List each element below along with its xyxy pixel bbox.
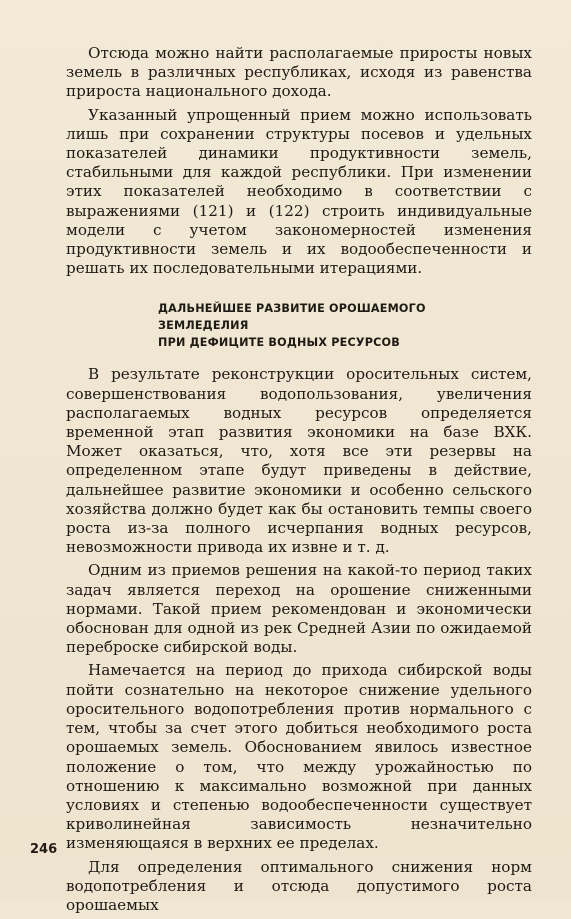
paragraph: Указанный упрощенный прием можно использовать лишь при сохранении структуры посевов и удельных показателей динамики продуктивности земель, стабильными для каждой республики. При изменении этих показателей необходимо в соответствии с выражениями (121) и (122) строить индивидуальные модели с учетом закономерностей изменения продуктивности земель и их водообеспеченности и решать их последовательными итерациями. <box>66 105 532 278</box>
paragraph: Одним из приемов решения на какой-то период таких задач является переход на орошение сниженными нормами. Такой прием рекомендован и экономически обоснован для одной из рек Средней Азии по ожидаемой переброске сибирской воды. <box>66 561 532 657</box>
section-heading-line: ПРИ ДЕФИЦИТЕ ВОДНЫХ РЕСУРСОВ <box>158 336 400 350</box>
text-column <box>66 44 532 919</box>
paragraph: В результате реконструкции оросительных систем, совершенствования водопользования, увеличения располагаемых водных ресурсов определяется временной этап развития экономики на базе ВХК. Может оказаться, что, хотя все эти резервы на определенном этапе будут приведены в действие, дальнейшее развитие экономики и особенно сельского хозяйства должно будет как бы остановить темпы своего роста из-за полного исчерпания водных ресурсов, невозможности привода их извне и т. д. <box>66 365 532 557</box>
paragraph: Намечается на период до прихода сибирской воды пойти сознательно на некоторое снижение удельного оросительного водопотребления против нормального с тем, чтобы за счет этого добиться необходимого роста орошаемых земель. Обоснованием явилось известное положение о том, что между урожайностью по отношению к максимально возможной при данных условиях и степенью водообеспеченности существует криволинейная зависимость незначительно изменяющаяся в верхних ее пределах. <box>66 661 532 853</box>
paragraph: Для определения оптимального снижения норм водопотребления и отсюда допустимого роста орошаемых <box>66 857 532 914</box>
page-number: 246 <box>30 842 58 857</box>
section-heading <box>66 300 532 351</box>
section-heading-line: ЗЕМЛЕДЕЛИЯ <box>158 319 249 333</box>
section-heading-line: ДАЛЬНЕЙШЕЕ РАЗВИТИЕ ОРОШАЕМОГО <box>158 302 426 316</box>
paragraph: Отсюда можно найти располагаемые приросты новых земель в различных республиках, исходя из равенства прироста национального дохода. <box>66 44 532 101</box>
